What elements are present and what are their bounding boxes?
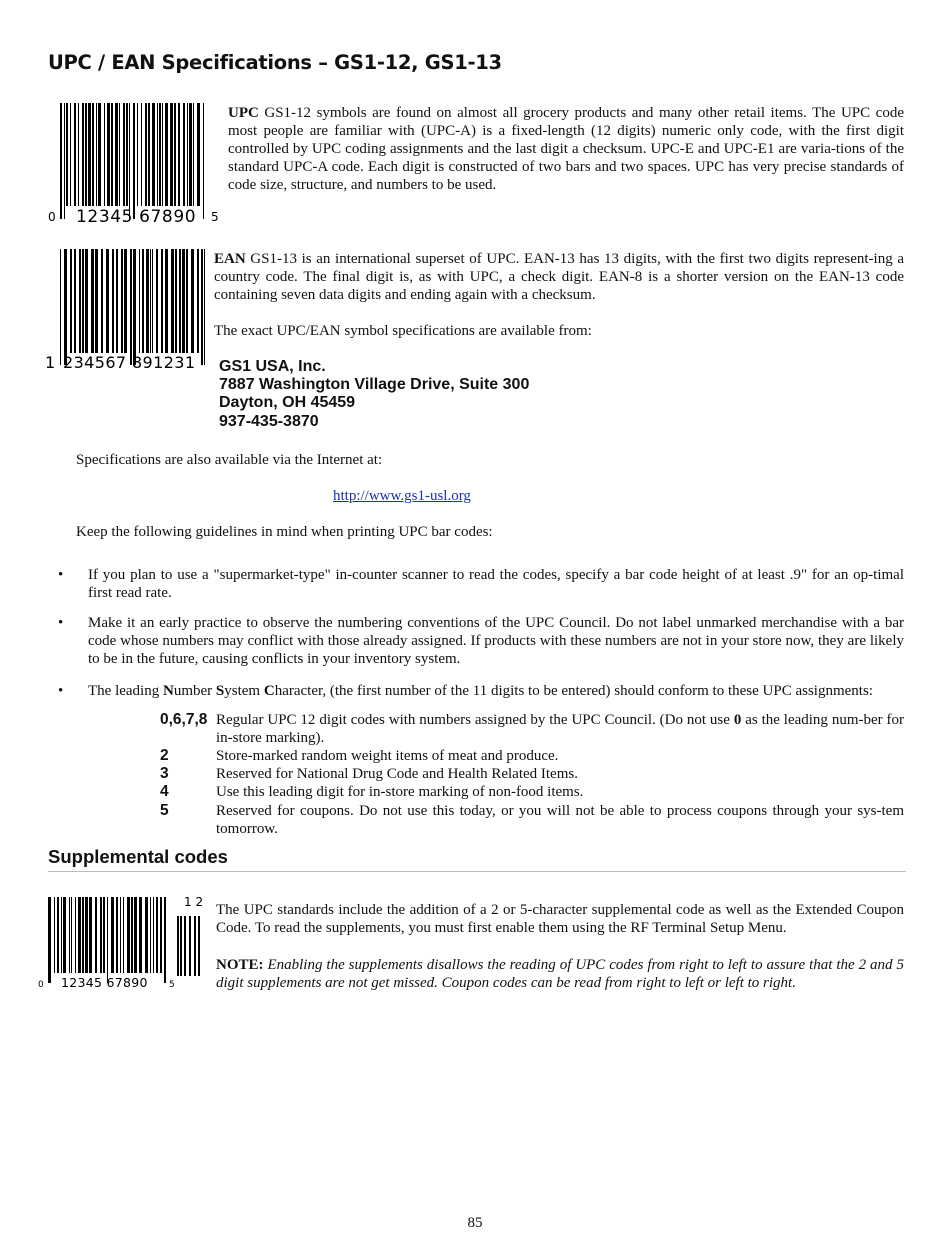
bullet-marker: •	[58, 615, 64, 631]
supp-barcode-bar	[139, 897, 142, 973]
upc-barcode-bar	[85, 103, 87, 206]
ean-barcode-bar	[156, 249, 158, 353]
assignment-description: Reserved for coupons. Do not use this today, or you will not be able to process coupons through your sys-tem tomorrow.	[216, 803, 904, 837]
assignment-desc-text: as the leading num-ber for in-store marking).	[216, 712, 905, 746]
upc-barcode-image	[46, 100, 222, 224]
assignment-code: 0,6,7,8	[160, 711, 208, 728]
ean-barcode-bar	[142, 249, 144, 353]
upc-barcode-left-digit: 0	[48, 210, 56, 224]
ean-barcode-bar	[130, 249, 132, 365]
supp-barcode-bar	[107, 897, 108, 983]
ean-barcode-bar	[133, 249, 136, 365]
ean-barcode-bar	[74, 249, 76, 353]
bullet-scanner-height: If you plan to use a "supermarket-type" in-counter scanner to read the codes, specify a bar code height of at least .9" for an op-timal first read rate.	[88, 567, 904, 601]
supp-barcode-bar	[156, 897, 158, 973]
upc-barcode-bar	[137, 103, 138, 206]
bullet-marker: •	[58, 567, 64, 583]
nsc-pre: The leading	[88, 683, 163, 699]
supp-barcode-bar	[82, 897, 84, 973]
ean-barcode-bar	[64, 249, 67, 365]
upc-barcode-bar	[203, 103, 204, 219]
supp-barcode-bar	[103, 897, 105, 973]
ean-barcode-bar	[95, 249, 98, 353]
supp-extra-barcode-bar	[180, 916, 182, 976]
supp-barcode-bar	[127, 897, 130, 973]
supp-barcode-bar	[164, 897, 166, 983]
section-title-supplemental: Supplemental codes	[48, 846, 228, 867]
supp-barcode-bar	[61, 897, 62, 973]
address-line-1: GS1 USA, Inc.	[219, 358, 326, 375]
upc-barcode-bar	[133, 103, 135, 219]
upc-barcode-digits: 12345 67890	[76, 207, 197, 224]
upc-barcode-bar	[123, 103, 125, 206]
supp-barcode-bar	[123, 897, 124, 973]
supp-barcode-bar	[69, 897, 70, 973]
supp-barcode-bar	[54, 897, 55, 973]
upc-barcode-bar	[96, 103, 97, 206]
assignment-description	[216, 711, 904, 747]
upc-barcode-bar	[70, 103, 71, 206]
upc-barcode-bar	[88, 103, 91, 206]
ean-barcode-bar	[146, 249, 149, 353]
ean-barcode-bar	[150, 249, 151, 353]
upc-barcode-bar	[189, 103, 192, 206]
gs1-url-link[interactable]: http://www.gs1-usl.org	[333, 488, 471, 504]
supplemental-note	[216, 956, 904, 992]
ean-barcode-bar	[91, 249, 94, 353]
supp-barcode-bar	[95, 897, 97, 973]
supp-extra-barcode-bar	[184, 916, 186, 976]
supp-barcode-bar	[63, 897, 66, 973]
nsc-c: C	[263, 683, 275, 699]
nsc-ystem: ystem	[224, 683, 264, 699]
upc-barcode-bar	[145, 103, 147, 206]
ean-barcode-bar	[70, 249, 72, 353]
supp-barcode-bar	[78, 897, 81, 973]
bullet-marker: •	[58, 683, 64, 699]
ean-barcode-bar	[60, 249, 61, 365]
assignment-description: Reserved for National Drug Code and Health Related Items.	[216, 766, 578, 782]
ean-barcode-bar	[201, 249, 203, 365]
ean-text: GS1-13 is an international superset of UPC. EAN-13 has 13 digits, with the first two digits represent-ing a country code. The final digit is, as with UPC, a check digit. EAN-8 is a shorter version on the EAN-13 code containing seven data digits and ending again with a checksum.	[214, 251, 904, 303]
ean-barcode-bar	[106, 249, 109, 353]
assignment-code: 4	[160, 783, 169, 800]
page-number: 85	[467, 1215, 483, 1231]
supp-barcode-bar	[150, 897, 151, 973]
ean-barcode-digits: 234567 891231	[63, 353, 196, 372]
section-divider	[48, 871, 906, 872]
upc-barcode-bar	[107, 103, 110, 206]
ean-barcode-bar	[204, 249, 205, 365]
upc-barcode-bar	[119, 103, 120, 206]
ean-barcode-bar	[85, 249, 88, 353]
upc-barcode-bar	[104, 103, 105, 206]
supp-barcode-bar	[89, 897, 92, 973]
assignment-description: Use this leading digit for in-store marking of non-food items.	[216, 784, 584, 800]
bullet-number-system-character	[88, 682, 904, 700]
supp-barcode-digits: 12345 67890	[61, 975, 148, 990]
ean-barcode-bar	[186, 249, 188, 353]
upc-barcode-bar	[157, 103, 158, 206]
nsc-rest: haracter, (the first number of the 11 digits to be entered) should conform to these UPC assignments:	[274, 683, 873, 699]
guidelines-intro: Keep the following guidelines in mind when printing UPC bar codes:	[76, 524, 493, 540]
ean-barcode-bar	[197, 249, 199, 353]
upc-lead: UPC	[228, 105, 259, 121]
upc-barcode-bar	[165, 103, 168, 206]
upc-barcode-bar	[74, 103, 76, 206]
ean-barcode-image	[44, 246, 210, 372]
upc-barcode-bar	[126, 103, 128, 206]
upc-barcode-bar	[193, 103, 194, 206]
ean-barcode-bar	[191, 249, 194, 353]
supp-barcode-supplement-digits: 1 2	[184, 895, 204, 909]
supplemental-barcode-image	[36, 894, 206, 990]
upc-description	[228, 104, 904, 194]
ean-barcode-left-digit: 1	[45, 353, 56, 372]
nsc-s: S	[215, 683, 225, 699]
supp-barcode-bar	[120, 897, 121, 973]
address-line-4: 937-435-3870	[219, 412, 319, 430]
supp-extra-barcode-bar	[194, 916, 196, 976]
ean-barcode-bar	[179, 249, 181, 353]
ean-barcode-bar	[82, 249, 84, 353]
supp-barcode-bar	[116, 897, 118, 973]
upc-barcode-bar	[141, 103, 142, 206]
upc-barcode-bar	[148, 103, 150, 206]
supp-barcode-bar	[134, 897, 137, 973]
upc-barcode-bar	[159, 103, 161, 206]
supp-barcode-right-digit: 5	[169, 980, 175, 990]
upc-text: GS1-12 symbols are found on almost all grocery products and many other retail items. The UPC code most people are familiar with (UPC-A) is a fixed-length (12 digits) numeric only code, with the first digit controlled by UPC coding assignments and the last digit a checksum. UPC-E and UPC-E1 are varia-tions of the standard UPC-A code. Each digit is constructed of two bars and two spaces. UPC has very precise standards of code size, structure, and numbers to be used.	[228, 105, 904, 193]
supp-extra-barcode-bar	[177, 916, 179, 976]
page-title: UPC / EAN Specifications – GS1-12, GS1-13	[48, 51, 502, 74]
supp-barcode-bar	[57, 897, 59, 973]
upc-barcode-bar	[92, 103, 94, 206]
assignment-code: 3	[160, 765, 169, 782]
upc-barcode-bar	[178, 103, 180, 206]
internet-text: Specifications are also available via the Internet at:	[76, 452, 383, 468]
nsc-n: N	[162, 683, 174, 699]
ean-barcode-bar	[165, 249, 168, 353]
upc-barcode-bar	[64, 103, 65, 219]
assignment-code: 5	[160, 802, 169, 819]
note-label: NOTE:	[216, 957, 264, 973]
ean-barcode-bar	[101, 249, 103, 353]
supp-barcode-bar	[145, 897, 148, 973]
upc-barcode-bar	[98, 103, 101, 206]
ean-barcode-bar	[182, 249, 185, 353]
ean-barcode-bar	[139, 249, 140, 353]
upc-barcode-bar	[115, 103, 118, 206]
assignment-desc-bold: 0	[733, 712, 742, 728]
address-line-2: 7887 Washington Village Drive, Suite 300	[219, 376, 530, 394]
upc-barcode-bar	[78, 103, 79, 206]
upc-barcode-bar	[129, 103, 130, 219]
upc-barcode-bar	[187, 103, 188, 206]
note-text: Enabling the supplements disallows the reading of UPC codes from right to left to assure that the 2 and 5 digit supplements are not get missed. Coupon codes can be read from right to left or left to right.	[216, 957, 904, 991]
ean-barcode-bar	[124, 249, 127, 353]
ean-barcode-bar	[116, 249, 118, 353]
supp-barcode-bar	[131, 897, 133, 973]
upc-barcode-bar	[60, 103, 62, 219]
supp-barcode-bar	[160, 897, 162, 973]
ean-barcode-bar	[175, 249, 177, 353]
supp-barcode-bar	[153, 897, 154, 973]
upc-barcode-bar	[162, 103, 163, 206]
upc-barcode-bar	[152, 103, 155, 206]
assignment-code: 2	[160, 747, 169, 764]
supp-barcode-bar	[85, 897, 88, 973]
supp-barcode-bar	[111, 897, 114, 973]
ean-barcode-bar	[79, 249, 81, 353]
assignment-description: Store-marked random weight items of meat and produce.	[216, 748, 559, 764]
gs1-address	[219, 358, 529, 431]
ean-barcode-bar	[112, 249, 114, 353]
upc-barcode-bar	[183, 103, 185, 206]
assignment-desc-text: Regular UPC 12 digit codes with numbers assigned by the UPC Council. (Do not use	[216, 712, 734, 728]
upc-barcode-right-digit: 5	[211, 210, 219, 224]
supplemental-description: The UPC standards include the addition of a 2 or 5-character supplemental code as well as the Extended Coupon Code. To read the supplements, you must first enable them using the RF Terminal Setup Menu.	[216, 902, 904, 936]
upc-barcode-bar	[111, 103, 113, 206]
ean-barcode-bar	[121, 249, 123, 353]
ean-lead: EAN	[214, 251, 246, 267]
upc-barcode-bar	[174, 103, 176, 206]
supp-extra-barcode-bar	[198, 916, 200, 976]
upc-barcode-bar	[197, 103, 200, 206]
ean-description	[214, 250, 904, 304]
supp-barcode-bar	[48, 897, 51, 983]
nsc-umber: umber	[173, 683, 216, 699]
ean-barcode-bar	[161, 249, 163, 353]
supp-barcode-left-digit: 0	[38, 980, 44, 990]
upc-barcode-bar	[170, 103, 173, 206]
supp-barcode-bar	[71, 897, 72, 973]
bullet-numbering-conventions: Make it an early practice to observe the numbering conventions of the UPC Council. Do not label unmarked merchandise with a bar code whose numbers may conflict with those already assigned. If products with these numbers are not in your store now, they are likely to be in the future, causing conflicts in your inventory system.	[88, 615, 904, 667]
address-line-3: Dayton, OH 45459	[219, 394, 356, 412]
ean-barcode-bar	[152, 249, 153, 353]
specs-available-text: The exact UPC/EAN symbol specifications are available from:	[214, 323, 592, 339]
upc-barcode-bar	[66, 103, 68, 206]
ean-barcode-bar	[171, 249, 174, 353]
supp-barcode-bar	[100, 897, 102, 973]
supp-barcode-bar	[75, 897, 76, 973]
upc-barcode-bar	[82, 103, 84, 206]
supp-extra-barcode-bar	[189, 916, 191, 976]
